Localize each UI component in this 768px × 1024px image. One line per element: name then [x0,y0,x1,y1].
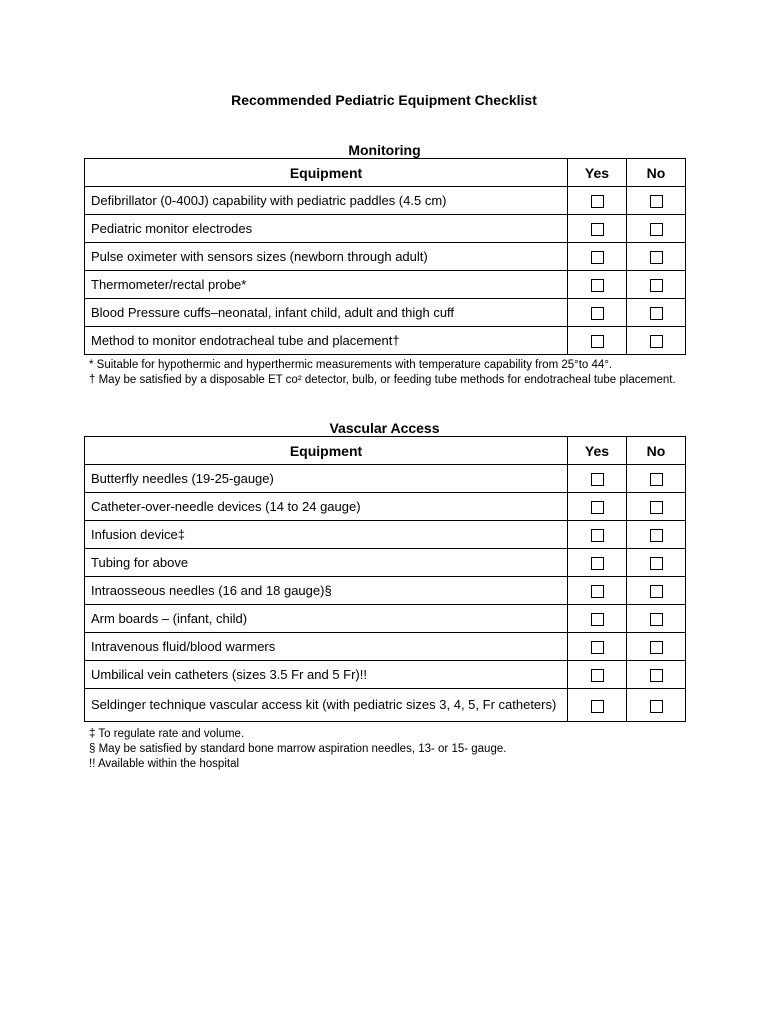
no-checkbox[interactable] [650,585,663,598]
vascular-section-title: Vascular Access [329,420,440,436]
table-row [85,661,686,689]
vascular-footnotes [89,727,689,772]
equipment-item: Tubing for above [85,549,568,577]
table-row [85,465,686,493]
equipment-item: Defibrillator (0-400J) capability with pediatric paddles (4.5 cm) [85,187,568,215]
yes-header: Yes [568,437,627,465]
yes-checkbox[interactable] [591,641,604,654]
equipment-item: Butterfly needles (19-25-gauge) [85,465,568,493]
page-title: Recommended Pediatric Equipment Checklist [231,92,537,108]
no-checkbox[interactable] [650,335,663,348]
table-row [85,577,686,605]
table-row [85,271,686,299]
yes-checkbox[interactable] [591,251,604,264]
equipment-item: Arm boards – (infant, child) [85,605,568,633]
equipment-item: Intraosseous needles (16 and 18 gauge)§ [85,577,568,605]
no-checkbox[interactable] [650,473,663,486]
yes-checkbox[interactable] [591,501,604,514]
table-header-row [85,437,686,465]
no-checkbox[interactable] [650,669,663,682]
monitoring-table [84,158,686,355]
yes-checkbox[interactable] [591,307,604,320]
equipment-item: Blood Pressure cuffs–neonatal, infant child, adult and thigh cuff [85,299,568,327]
footnote: * Suitable for hypothermic and hyperthermic measurements with temperature capability from 25°to 44°. [89,359,613,371]
equipment-item: Method to monitor endotracheal tube and placement† [85,327,568,355]
table-row [85,549,686,577]
table-row [85,187,686,215]
table-row [85,299,686,327]
yes-checkbox[interactable] [591,529,604,542]
yes-checkbox[interactable] [591,613,604,626]
table-row [85,493,686,521]
equipment-item: Seldinger technique vascular access kit (with pediatric sizes 3, 4, 5, Fr catheters) [85,689,568,722]
vascular-table [84,436,686,722]
yes-checkbox[interactable] [591,473,604,486]
no-checkbox[interactable] [650,251,663,264]
equipment-item: Pulse oximeter with sensors sizes (newborn through adult) [85,243,568,271]
yes-checkbox[interactable] [591,223,604,236]
footnote: ‡ To regulate rate and volume. [89,728,245,740]
table-row [85,243,686,271]
no-checkbox[interactable] [650,279,663,292]
no-checkbox[interactable] [650,223,663,236]
equipment-item: Pediatric monitor electrodes [85,215,568,243]
no-checkbox[interactable] [650,501,663,514]
table-row [85,689,686,722]
footnote: † May be satisfied by a disposable ET co² detector, bulb, or feeding tube methods for endotracheal tube placement. [89,374,676,386]
equipment-item: Catheter-over-needle devices (14 to 24 gauge) [85,493,568,521]
table-row [85,215,686,243]
equipment-item: Intravenous fluid/blood warmers [85,633,568,661]
table-row [85,633,686,661]
yes-checkbox[interactable] [591,585,604,598]
table-row [85,327,686,355]
yes-checkbox[interactable] [591,557,604,570]
equipment-item: Infusion device‡ [85,521,568,549]
no-checkbox[interactable] [650,307,663,320]
monitoring-section-title: Monitoring [348,142,421,158]
yes-checkbox[interactable] [591,669,604,682]
table-row [85,521,686,549]
equipment-header: Equipment [85,159,568,187]
table-header-row [85,159,686,187]
no-header: No [627,437,686,465]
footnote: § May be satisfied by standard bone marrow aspiration needles, 13- or 15- gauge. [89,743,507,755]
no-checkbox[interactable] [650,613,663,626]
equipment-item: Umbilical vein catheters (sizes 3.5 Fr and 5 Fr)!! [85,661,568,689]
no-checkbox[interactable] [650,557,663,570]
no-checkbox[interactable] [650,641,663,654]
yes-checkbox[interactable] [591,335,604,348]
no-checkbox[interactable] [650,195,663,208]
no-checkbox[interactable] [650,529,663,542]
equipment-header: Equipment [85,437,568,465]
no-checkbox[interactable] [650,700,663,713]
yes-checkbox[interactable] [591,700,604,713]
no-header: No [627,159,686,187]
yes-checkbox[interactable] [591,279,604,292]
table-row [85,605,686,633]
equipment-item: Thermometer/rectal probe* [85,271,568,299]
yes-checkbox[interactable] [591,195,604,208]
monitoring-footnotes [89,358,689,388]
yes-header: Yes [568,159,627,187]
footnote: !! Available within the hospital [89,758,240,770]
